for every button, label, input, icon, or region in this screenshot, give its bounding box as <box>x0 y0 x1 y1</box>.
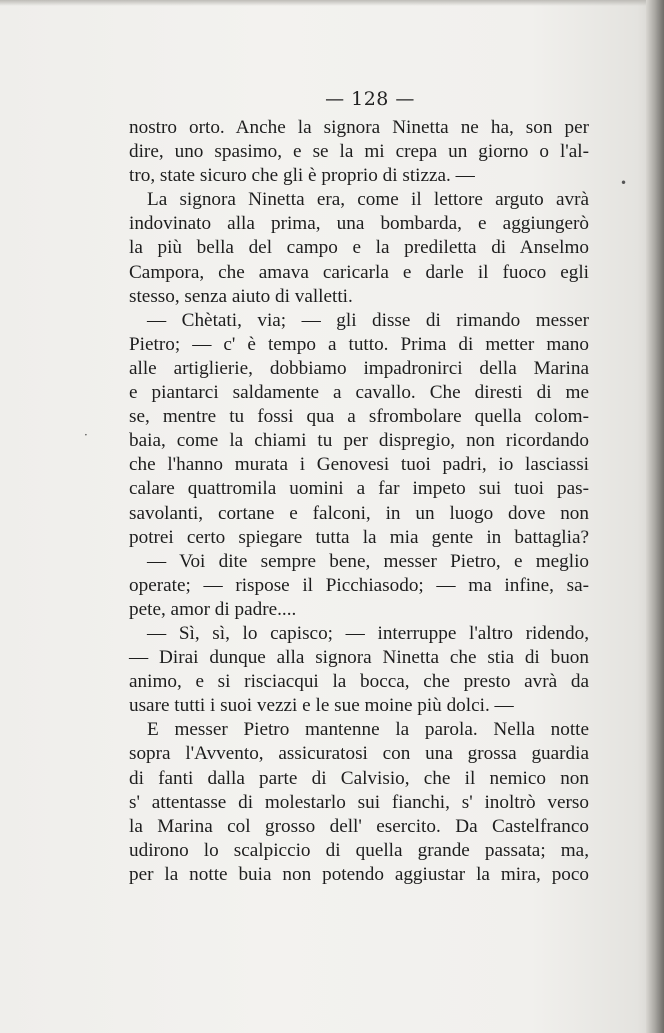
text-line: se, mentre tu fossi qua a sfrombolare quella colom- <box>129 406 589 428</box>
ink-speck: · <box>84 428 88 442</box>
text-line: animo, e si risciacqui la bocca, che presto avrà da <box>129 671 589 693</box>
text-line: e piantarci saldamente a cavallo. Che diresti di me <box>129 382 589 404</box>
text-line: savolanti, cortane e falconi, in un luogo dove non <box>129 502 589 524</box>
text-line: E messer Pietro mantenne la parola. Nella notte <box>147 719 589 741</box>
ink-speck: • <box>620 176 628 190</box>
text-line: Pietro; — c' è tempo a tutto. Prima di metter mano <box>129 333 589 355</box>
text-line: di fanti dalla parte di Calvisio, che il nemico non <box>129 767 589 789</box>
text-line: operate; — rispose il Picchiasodo; — ma infine, sa- <box>129 574 589 596</box>
text-line: indovinato alla prima, una bombarda, e aggiungerò <box>129 213 589 235</box>
text-line: alle artiglierie, dobbiamo impadronirci della Marina <box>129 357 589 379</box>
text-line: la Marina col grosso dell' esercito. Da Castelfranco <box>129 815 589 837</box>
text-line: nostro orto. Anche la signora Ninetta ne ha, son per <box>129 117 589 138</box>
body-text <box>129 116 589 887</box>
text-line: la più bella del campo e la prediletta di Anselmo <box>129 237 589 259</box>
text-line: — Voi dite sempre bene, messer Pietro, e meglio <box>147 550 589 572</box>
text-line: La signora Ninetta era, come il lettore arguto avrà <box>147 189 589 211</box>
page-binding-edge <box>646 0 664 1033</box>
text-line: — Chètati, via; — gli disse di rimando messer <box>147 309 589 331</box>
text-line: baia, come la chiami tu per dispregio, non ricordando <box>129 430 589 452</box>
text-line: calare quattromila uomini a far impeto sui tuoi pas- <box>129 478 589 500</box>
text-line: che l'hanno murata i Genovesi tuoi padri, io lasciassi <box>129 454 589 476</box>
text-line: s' attentasse di molestarlo sui fianchi, s' inoltrò verso <box>129 791 589 813</box>
text-line: pete, amor di padre.... <box>129 598 297 620</box>
text-line: usare tutti i suoi vezzi e le sue moine più dolci. — <box>129 695 514 717</box>
text-line: stesso, senza aiuto di valletti. <box>129 285 353 307</box>
text-line: — Sì, sì, lo capisco; — interruppe l'altro ridendo, <box>147 622 589 644</box>
text-line: — Dirai dunque alla signora Ninetta che stia di buon <box>129 647 589 669</box>
text-line: per la notte buia non potendo aggiustar la mira, poco <box>129 863 589 885</box>
text-line: sopra l'Avvento, assicuratosi con una grossa guardia <box>129 743 589 765</box>
text-line: udirono lo scalpiccio di quella grande passata; ma, <box>129 839 589 861</box>
page-number: — 128 — <box>325 88 415 110</box>
text-line: potrei certo spiegare tutta la mia gente in battaglia? <box>129 526 589 548</box>
text-line: dire, uno spasimo, e se la mi crepa un giorno o l'al- <box>129 141 589 163</box>
text-line: tro, state sicuro che gli è proprio di stizza. — <box>129 165 475 187</box>
text-line: Campora, che amava caricarla e darle il fuoco egli <box>129 261 589 283</box>
page-top-shadow <box>0 0 664 6</box>
